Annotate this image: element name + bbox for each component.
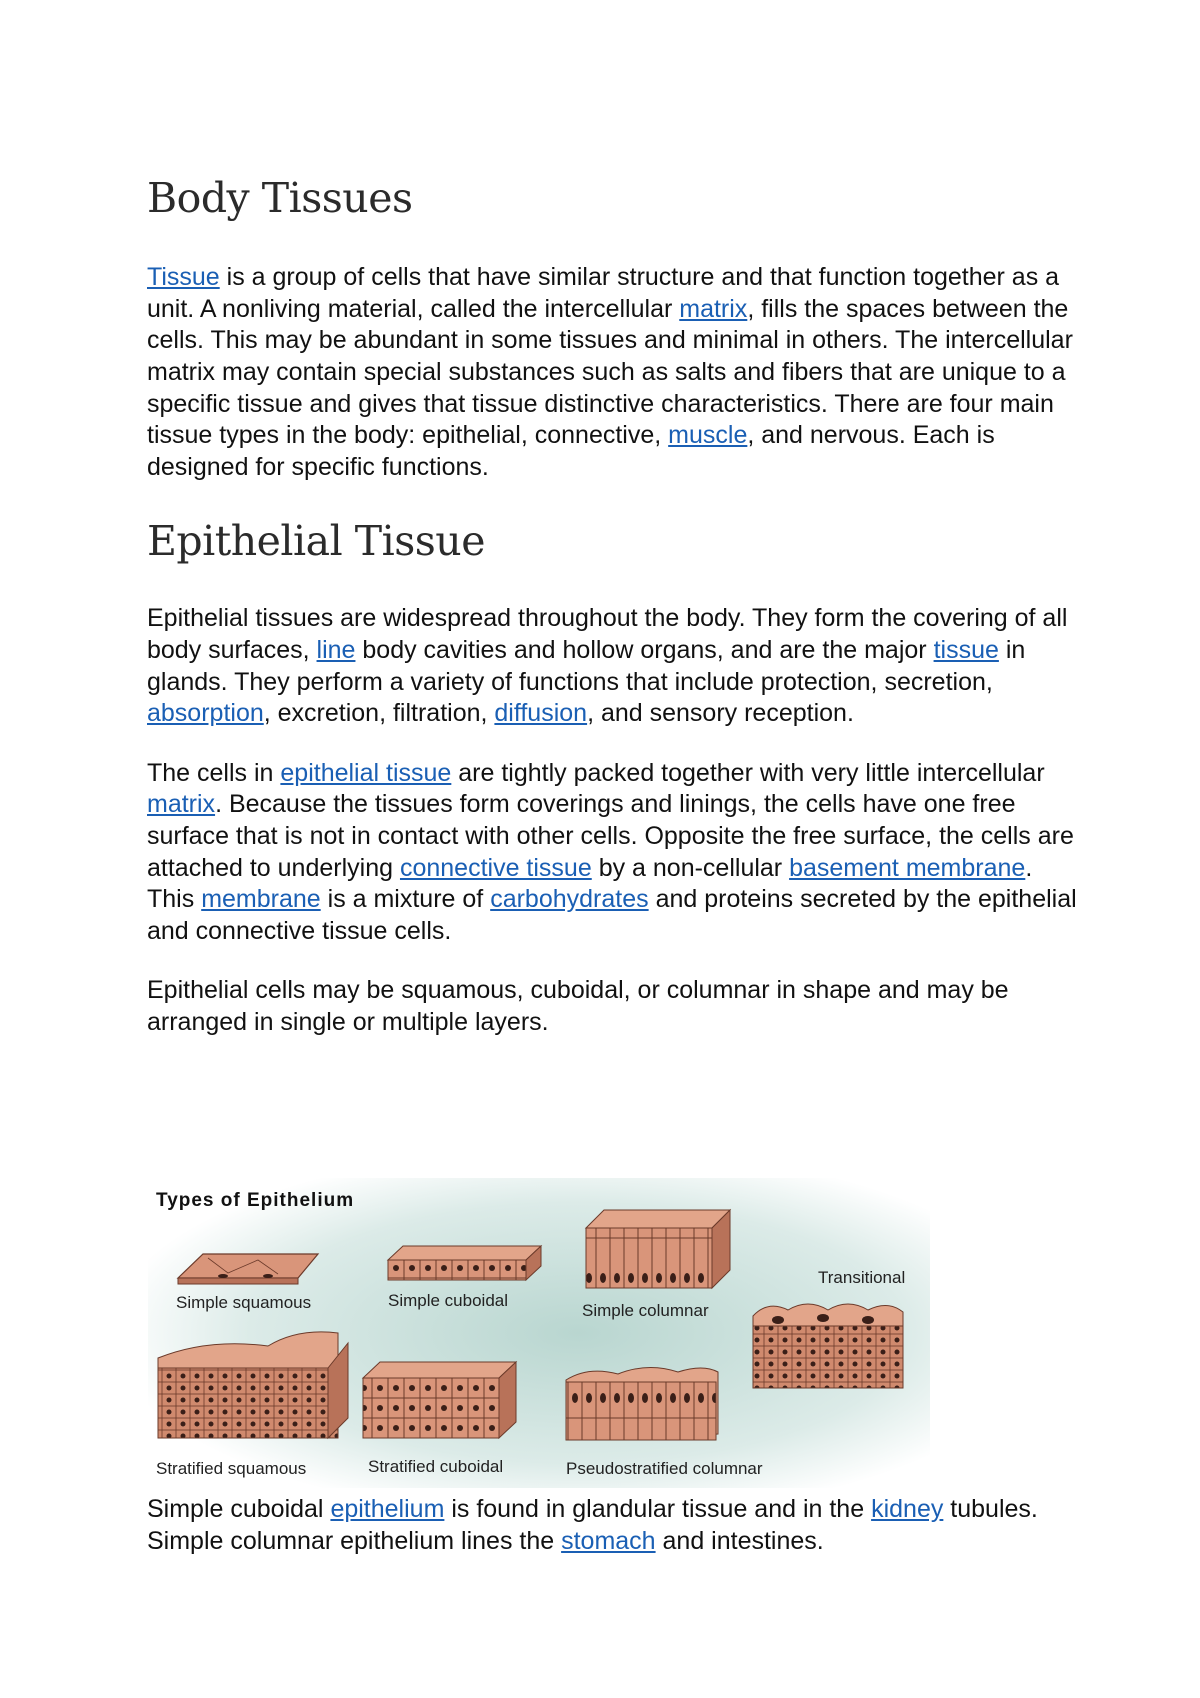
hyperlink-carbohydrates[interactable]: carbohydrates [490,885,649,914]
figure-title: Types of Epithelium [156,1190,355,1211]
label-stratified-cuboidal: Stratified cuboidal [368,1457,504,1476]
paragraph-epithelial-cells [147,758,1077,948]
paragraph-cuboidal-columnar-locations [147,1494,1077,1557]
hyperlink-muscle[interactable]: muscle [668,421,748,450]
paragraph-epithelial-functions [147,603,1077,729]
text-run: Epithelial tissues are widespread throughout the body. They form the covering of all body surfaces, [147,604,1068,665]
label-pseudostratified-columnar: Pseudostratified columnar [566,1459,763,1478]
text-run: in glands. They perform a variety of functions that include protection, secretion, [147,636,1026,696]
hyperlink-tissue[interactable]: Tissue [147,263,220,292]
text-run: is a mixture of [320,885,491,914]
pseudostratified-columnar-illustration [566,1367,718,1440]
heading-body-tissues: Body Tissues [147,174,413,222]
document-content [147,175,1077,1039]
simple-cuboidal-illustration [388,1246,541,1280]
text-run: , excretion, filtration, [263,699,495,728]
label-transitional: Transitional [818,1268,906,1287]
label-stratified-squamous: Stratified squamous [156,1459,307,1478]
text-run: tubules. Simple columnar epithelium lines the [147,1495,1038,1555]
hyperlink-matrix[interactable]: matrix [679,294,748,323]
hyperlink-absorption[interactable]: absorption [147,699,264,728]
text-run: body cavities and hollow organs, and are the major [355,636,934,665]
hyperlink-epithelium[interactable]: epithelium [330,1495,445,1523]
text-run: by a non-cellular [591,853,790,882]
hyperlink-matrix[interactable]: matrix [147,790,216,819]
paragraph-epithelial-shapes [147,975,1077,1038]
hyperlink-kidney[interactable]: kidney [871,1495,944,1523]
text-run: are tightly packed together with very little intercellular [451,758,1045,787]
hyperlink-basement-membrane[interactable]: basement membrane [789,853,1026,882]
hyperlink-tissue[interactable]: tissue [933,636,999,665]
hyperlink-epithelial-tissue[interactable]: epithelial tissue [280,758,452,787]
text-run: , and sensory reception. [587,699,854,728]
text-run: . Because the tissues form coverings and linings, the cells have one free surface that is not in contact with other cells. Opposite the free surface, the cells are attached to underlying [147,790,1074,882]
epithelium-illustration [148,1178,930,1488]
text-run: , fills the spaces between the cells. This may be abundant in some tissues and minimal in others. The intercellular matrix may contain special substances such as salts and fibers that are unique to a specific tissue and gives that tissue distinctive characteristics. There are four main tissue types in the body: epithelial, connective, [147,294,1073,450]
label-simple-cuboidal: Simple cuboidal [388,1291,509,1310]
text-run: and intestines. [655,1526,824,1555]
heading-epithelial-tissue: Epithelial Tissue [147,517,485,566]
label-simple-columnar: Simple columnar [582,1301,709,1320]
stratified-cuboidal-illustration [363,1362,516,1438]
simple-squamous-illustration [178,1254,318,1284]
text-run: and proteins secreted by the epithelial and connective tissue cells. [147,885,1077,945]
text-run: The cells in [147,758,281,787]
text-run: , and nervous. Each is designed for specific functions. [147,421,995,481]
hyperlink-line[interactable]: line [316,636,356,665]
hyperlink-connective-tissue[interactable]: connective tissue [399,853,592,882]
paragraph-tissue-definition [147,262,1077,483]
types-of-epithelium-figure [148,1178,930,1488]
hyperlink-stomach[interactable]: stomach [561,1526,656,1555]
label-simple-squamous: Simple squamous [176,1293,312,1312]
hyperlink-diffusion[interactable]: diffusion [494,699,588,728]
text-run: is found in glandular tissue and in the [444,1495,872,1523]
transitional-illustration [753,1304,903,1388]
simple-columnar-illustration [586,1210,730,1288]
hyperlink-membrane[interactable]: membrane [201,885,321,914]
text-run: Epithelial cells may be squamous, cuboidal, or columnar in shape and may be arranged in single or multiple layers. [147,976,1009,1036]
text-run: is a group of cells that have similar structure and that function together as a unit. A nonliving material, called the intercellular [147,263,1060,323]
text-run: Simple cuboidal [147,1495,331,1523]
text-run: . This [147,853,1033,914]
